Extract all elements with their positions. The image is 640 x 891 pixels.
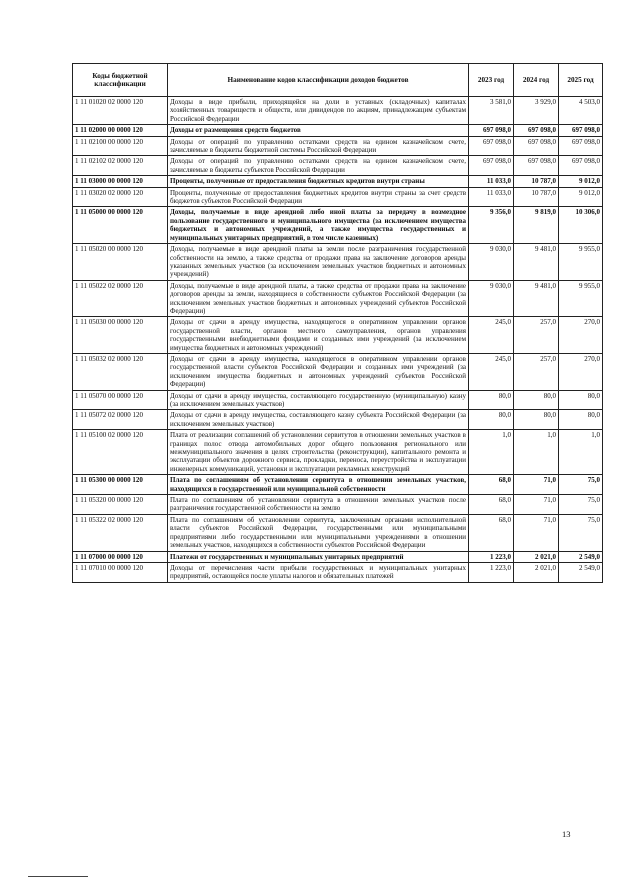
row-code-cell: 1 11 03020 02 0000 120 <box>73 187 168 207</box>
row-value-2025: 9 955,0 <box>559 244 603 281</box>
table-row <box>73 125 603 136</box>
row-code-cell: 1 11 05000 00 0000 120 <box>73 207 168 244</box>
row-value-2025: 2 549,0 <box>559 562 603 582</box>
row-value-2025: 4 503,0 <box>559 97 603 125</box>
row-code-cell: 1 11 01020 02 0000 120 <box>73 97 168 125</box>
row-value-2025: 1,0 <box>559 430 603 475</box>
table-row <box>73 353 603 390</box>
row-value-2023: 697 098,0 <box>469 125 514 136</box>
table-header-row <box>73 64 603 97</box>
row-value-2023: 80,0 <box>469 390 514 410</box>
header-year-2025: 2025 год <box>559 64 603 97</box>
row-value-2023: 1,0 <box>469 430 514 475</box>
row-value-2024: 257,0 <box>514 353 559 390</box>
table-row <box>73 514 603 551</box>
row-value-2025: 697 098,0 <box>559 136 603 156</box>
row-value-2024: 71,0 <box>514 495 559 515</box>
row-code-cell: 1 11 03000 00 0000 120 <box>73 176 168 187</box>
row-value-2024: 3 929,0 <box>514 97 559 125</box>
row-value-2023: 3 581,0 <box>469 97 514 125</box>
table-row <box>73 187 603 207</box>
row-value-2025: 270,0 <box>559 353 603 390</box>
row-value-2023: 80,0 <box>469 410 514 430</box>
row-code-cell: 1 11 02000 00 0000 120 <box>73 125 168 136</box>
table-body <box>73 97 603 583</box>
row-code-cell: 1 11 07000 00 0000 120 <box>73 551 168 562</box>
row-value-2024: 1,0 <box>514 430 559 475</box>
row-value-2023: 68,0 <box>469 514 514 551</box>
row-name-cell: Плата по соглашениям об установлении сервитута в отношении земельных участков, находящихся в государственной или муниципальной собственности <box>168 475 469 495</box>
row-value-2024: 71,0 <box>514 475 559 495</box>
row-name-cell: Плата по соглашениям об установлении сервитута в отношении земельных участков после разграничения государственной собственности на землю <box>168 495 469 515</box>
row-value-2023: 245,0 <box>469 317 514 354</box>
row-name-cell: Доходы в виде прибыли, приходящейся на доли в уставных (складочных) капиталах хозяйственных товариществ и обществ, или дивидендов по акциям, принадлежащим субъектам Российской Федерации <box>168 97 469 125</box>
row-code-cell: 1 11 05322 02 0000 120 <box>73 514 168 551</box>
row-code-cell: 1 11 02100 00 0000 120 <box>73 136 168 156</box>
row-value-2025: 80,0 <box>559 410 603 430</box>
row-code-cell: 1 11 05320 00 0000 120 <box>73 495 168 515</box>
row-value-2025: 9 955,0 <box>559 280 603 317</box>
table-row <box>73 430 603 475</box>
row-name-cell: Плата по соглашениям об установлении сервитута, заключенным органами исполнительной власти субъектов Российской Федерации, государственными или муниципальными предприятиями либо государственными или муниципальными учреждениями в отношении земельных участков, находящихся в собственности субъектов Российской Федерации <box>168 514 469 551</box>
page-number: 13 <box>562 829 571 839</box>
row-value-2024: 9 481,0 <box>514 244 559 281</box>
row-value-2025: 75,0 <box>559 514 603 551</box>
row-code-cell: 1 11 05022 02 0000 120 <box>73 280 168 317</box>
row-value-2024: 697 098,0 <box>514 136 559 156</box>
row-code-cell: 1 11 05032 02 0000 120 <box>73 353 168 390</box>
header-year-2023: 2023 год <box>469 64 514 97</box>
table-row <box>73 244 603 281</box>
table-row <box>73 280 603 317</box>
table-row <box>73 495 603 515</box>
row-code-cell: 1 11 05300 00 0000 120 <box>73 475 168 495</box>
budget-revenue-table <box>72 63 603 583</box>
row-value-2023: 68,0 <box>469 475 514 495</box>
row-value-2023: 9 030,0 <box>469 280 514 317</box>
row-value-2024: 9 819,0 <box>514 207 559 244</box>
table-row <box>73 475 603 495</box>
row-value-2024: 697 098,0 <box>514 125 559 136</box>
row-value-2024: 9 481,0 <box>514 280 559 317</box>
row-value-2024: 10 787,0 <box>514 176 559 187</box>
row-value-2024: 2 021,0 <box>514 562 559 582</box>
row-name-cell: Доходы от сдачи в аренду имущества, находящегося в оперативном управлении органов государственной власти субъектов Российской Федерации и созданных ими учреждений (за исключением имущества бюджетных и автономных учреждений субъектов Российской Федерации) <box>168 353 469 390</box>
row-value-2023: 697 098,0 <box>469 136 514 156</box>
row-code-cell: 1 11 05070 00 0000 120 <box>73 390 168 410</box>
row-value-2023: 9 356,0 <box>469 207 514 244</box>
header-code: Коды бюджетной классификации <box>73 64 168 97</box>
row-value-2025: 10 306,0 <box>559 207 603 244</box>
row-value-2023: 11 033,0 <box>469 176 514 187</box>
row-value-2023: 68,0 <box>469 495 514 515</box>
row-value-2025: 75,0 <box>559 495 603 515</box>
row-value-2024: 80,0 <box>514 410 559 430</box>
row-name-cell: Плата от реализации соглашений об установлении сервитутов в отношении земельных участков в границах полос отвода автомобильных дорог общего пользования регионального или межмуниципального значения в целях строительства (реконструкции), капитального ремонта и эксплуатации объектов дорожного сервиса, прокладки, переноса, переустройства и эксплуатации инженерных коммуникаций, установки и эксплуатации рекламных конструкций <box>168 430 469 475</box>
table-row <box>73 97 603 125</box>
table-row <box>73 317 603 354</box>
row-value-2025: 75,0 <box>559 475 603 495</box>
row-name-cell: Доходы от сдачи в аренду имущества, находящегося в оперативном управлении органов государственной власти, органов местного самоуправления, органов управления государственными внебюджетными фондами и созданных ими учреждений (за исключением имущества бюджетных и автономных учреждений) <box>168 317 469 354</box>
row-value-2023: 9 030,0 <box>469 244 514 281</box>
row-code-cell: 1 11 05030 00 0000 120 <box>73 317 168 354</box>
header-year-2024: 2024 год <box>514 64 559 97</box>
row-code-cell: 1 11 02102 02 0000 120 <box>73 156 168 176</box>
row-value-2025: 80,0 <box>559 390 603 410</box>
table-row <box>73 156 603 176</box>
table-row <box>73 390 603 410</box>
row-name-cell: Проценты, полученные от предоставления бюджетных кредитов внутри страны <box>168 176 469 187</box>
row-value-2024: 10 787,0 <box>514 187 559 207</box>
row-value-2024: 80,0 <box>514 390 559 410</box>
row-name-cell: Платежи от государственных и муниципальных унитарных предприятий <box>168 551 469 562</box>
header-name: Наименование кодов классификации доходов бюджетов <box>168 64 469 97</box>
row-value-2023: 1 223,0 <box>469 551 514 562</box>
row-value-2025: 270,0 <box>559 317 603 354</box>
row-value-2024: 257,0 <box>514 317 559 354</box>
row-code-cell: 1 11 05020 00 0000 120 <box>73 244 168 281</box>
row-name-cell: Доходы, получаемые в виде арендной либо иной платы за передачу в возмездное пользование государственного и муниципального имущества (за исключением имущества бюджетных и автономных учреждений, а также имущества государственных и муниципальных унитарных предприятий, в том числе казенных) <box>168 207 469 244</box>
row-value-2025: 9 012,0 <box>559 187 603 207</box>
row-name-cell: Доходы от операций по управлению остатками средств на едином казначейском счете, зачисляемые в бюджеты субъектов Российской Федерации <box>168 156 469 176</box>
row-value-2025: 697 098,0 <box>559 125 603 136</box>
table-row <box>73 207 603 244</box>
row-name-cell: Доходы, получаемые в виде арендной платы за земли после разграничения государственной собственности на землю, а также средства от продажи права на заключение договоров аренды указанных земельных участков (за исключением земельных участков бюджетных и автономных учреждений) <box>168 244 469 281</box>
row-value-2025: 2 549,0 <box>559 551 603 562</box>
row-name-cell: Доходы от сдачи в аренду имущества, составляющего казну субъекта Российской Федерации (за исключением земельных участков) <box>168 410 469 430</box>
row-value-2025: 9 012,0 <box>559 176 603 187</box>
row-name-cell: Доходы от размещения средств бюджетов <box>168 125 469 136</box>
row-name-cell: Проценты, полученные от предоставления бюджетных кредитов внутри страны за счет средств бюджетов субъектов Российской Федерации <box>168 187 469 207</box>
row-value-2024: 697 098,0 <box>514 156 559 176</box>
row-value-2023: 11 033,0 <box>469 187 514 207</box>
row-value-2023: 697 098,0 <box>469 156 514 176</box>
row-name-cell: Доходы от сдачи в аренду имущества, составляющего государственную (муниципальную) казну (за исключением земельных участков) <box>168 390 469 410</box>
row-value-2025: 697 098,0 <box>559 156 603 176</box>
row-code-cell: 1 11 05072 02 0000 120 <box>73 410 168 430</box>
row-value-2023: 1 223,0 <box>469 562 514 582</box>
row-code-cell: 1 11 05100 02 0000 120 <box>73 430 168 475</box>
row-value-2024: 2 021,0 <box>514 551 559 562</box>
row-name-cell: Доходы от операций по управлению остатками средств на едином казначейском счете, зачисляемые в бюджеты бюджетной системы Российской Федерации <box>168 136 469 156</box>
table-row <box>73 562 603 582</box>
table-row <box>73 176 603 187</box>
row-value-2024: 71,0 <box>514 514 559 551</box>
row-value-2023: 245,0 <box>469 353 514 390</box>
footer-rule <box>28 876 88 877</box>
row-name-cell: Доходы от перечисления части прибыли государственных и муниципальных унитарных предприятий, остающейся после уплаты налогов и обязательных платежей <box>168 562 469 582</box>
table-row <box>73 410 603 430</box>
table-row <box>73 136 603 156</box>
row-code-cell: 1 11 07010 00 0000 120 <box>73 562 168 582</box>
row-name-cell: Доходы, получаемые в виде арендной платы, а также средства от продажи права на заключение договоров аренды за земли, находящиеся в собственности субъектов Российской Федерации (за исключением земельных участков бюджетных и автономных учреждений субъектов Российской Федерации) <box>168 280 469 317</box>
table-row <box>73 551 603 562</box>
